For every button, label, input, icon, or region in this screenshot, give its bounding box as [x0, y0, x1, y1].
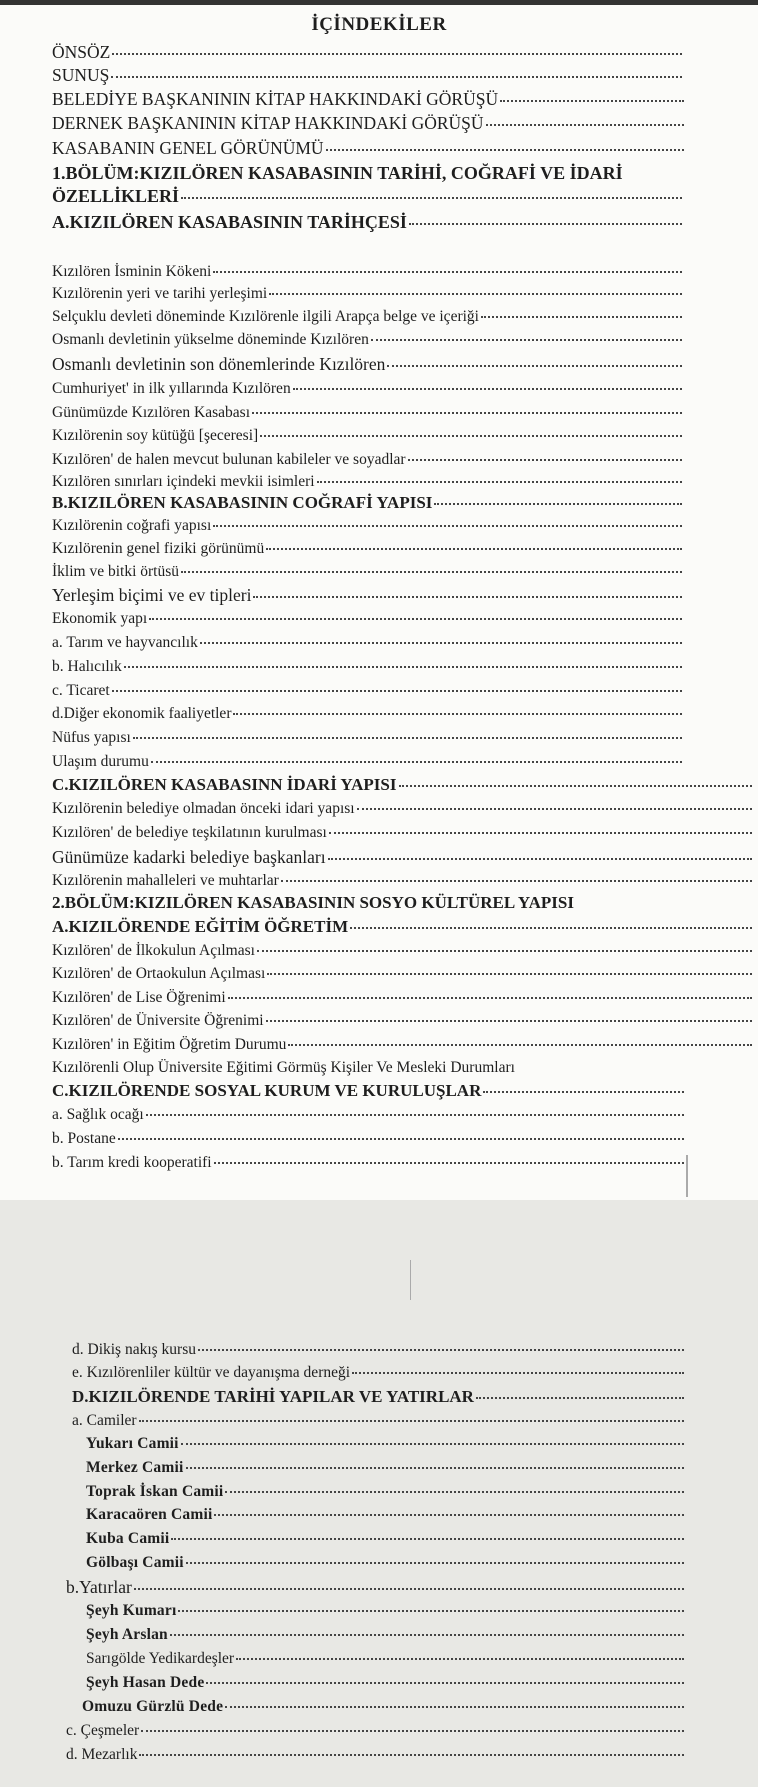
toc-entry: [52, 356, 682, 374]
toc-entry-title: Günümüze kadarki belediye başkanları: [52, 847, 326, 867]
toc-entry-title: a. Camiler: [72, 1412, 137, 1429]
toc-entry: [52, 309, 682, 325]
dot-leader: [233, 713, 682, 715]
toc-entry-title: Kızılörenin coğrafi yapısı: [52, 517, 212, 534]
toc-entry-title: SUNUŞ: [52, 65, 110, 85]
dot-leader: [225, 1491, 684, 1493]
toc-entry-title: Kızılören' de Lise Öğrenimi: [52, 989, 226, 1006]
toc-entry-title: Karacaören Camii: [86, 1506, 213, 1523]
toc-entry: [52, 187, 682, 205]
toc-entry-title: Yerleşim biçimi ve ev tipleri: [52, 585, 252, 605]
dot-leader: [225, 1706, 684, 1708]
toc-entry: [52, 1131, 684, 1147]
dot-leader: [257, 950, 752, 952]
dot-leader: [267, 973, 752, 975]
toc-entry: [52, 801, 752, 817]
dot-leader: [228, 997, 752, 999]
toc-entry: [86, 1507, 684, 1523]
toc-entry: [52, 849, 752, 867]
toc-entry-title: Kızılörenin genel fiziki görünümü: [52, 540, 265, 557]
dot-leader: [329, 832, 752, 834]
toc-entry-title: B.KIZILÖREN KASABASININ COĞRAFİ YAPISI: [52, 493, 433, 512]
dot-leader: [171, 1538, 684, 1540]
toc-entry-title: Omuzu Gürzlü Dede: [82, 1698, 224, 1715]
dot-leader: [124, 666, 682, 668]
dot-leader: [118, 1138, 684, 1140]
dot-leader: [112, 690, 682, 692]
toc-entry: [86, 1484, 684, 1500]
toc-entry-title: Ekonomik yapı: [52, 610, 148, 627]
dot-leader: [408, 459, 682, 461]
toc-entry-title: Kızılörenin belediye olmadan önceki idari yapısı: [52, 800, 355, 817]
toc-entry: [52, 659, 682, 675]
toc-entry-title: Kızılören' in Eğitim Öğretim Durumu: [52, 1036, 287, 1053]
dot-leader: [476, 1397, 684, 1399]
toc-entry-title: A.KIZILÖREN KASABASININ TARİHÇESİ: [52, 212, 407, 232]
dot-leader: [214, 1514, 684, 1516]
toc-entry-title: e. Kızılörenliler kültür ve dayanışma derneği: [72, 1364, 351, 1381]
toc-entry-title: A.KIZILÖRENDE EĞİTİM ÖĞRETİM: [52, 917, 349, 936]
toc-entry-title: Kızılören' de Ortaokulun Açılması: [52, 965, 266, 982]
toc-entry-title: a. Sağlık ocağı: [52, 1106, 144, 1123]
toc-entry-title: Kızılörenin soy kütüğü [şeceresi]: [52, 427, 259, 444]
toc-entry: [52, 452, 682, 468]
dot-leader: [387, 365, 682, 367]
toc-entry: [66, 1579, 684, 1597]
toc-entry: [86, 1531, 684, 1547]
toc-entry: [72, 1388, 684, 1405]
toc-entry-title: Osmanlı devletinin yükselme döneminde Kızılören: [52, 331, 369, 348]
dot-leader: [434, 503, 682, 505]
toc-entry: [52, 1155, 684, 1171]
toc-entry-title: Nüfus yapısı: [52, 729, 131, 746]
toc-entry: [52, 474, 682, 490]
toc-entry-title: c. Çeşmeler: [66, 1722, 140, 1739]
toc-entry: [86, 1436, 684, 1452]
dot-leader: [253, 596, 682, 598]
toc-entry: [52, 825, 752, 841]
toc-entry: [52, 518, 682, 534]
toc-entry-title: DERNEK BAŞKANININ KİTAP HAKKINDAKİ GÖRÜŞÜ: [52, 113, 484, 133]
toc-entry-title: a. Tarım ve hayvancılık: [52, 634, 198, 651]
toc-entry: [66, 1723, 684, 1739]
toc-entry-title: D.KIZILÖRENDE TARİHİ YAPILAR VE YATIRLAR: [72, 1387, 474, 1406]
toc-entry-title: ÖZELLİKLERİ: [52, 186, 180, 206]
toc-entry-title: d. Mezarlık: [66, 1746, 138, 1763]
toc-entry-title: Şeyh Hasan Dede: [86, 1674, 205, 1691]
toc-entry-title: Kızılörenli Olup Üniversite Eğitimi Görmüş Kişiler Ve Mesleki Durumları: [52, 1059, 515, 1076]
dot-leader: [281, 880, 752, 882]
dot-leader: [213, 271, 682, 273]
toc-entry: [52, 332, 682, 348]
dot-leader: [181, 197, 682, 199]
dot-leader: [288, 1044, 752, 1046]
toc-entry: [52, 140, 684, 158]
dot-leader: [371, 339, 682, 341]
scan-fold-mark: [410, 1260, 411, 1300]
toc-entry: [52, 730, 682, 746]
dot-leader: [112, 53, 682, 55]
dot-leader: [170, 1634, 684, 1636]
toc-entry: [52, 635, 682, 651]
toc-entry: [52, 943, 752, 959]
dot-leader: [133, 737, 682, 739]
toc-entry: [86, 1675, 684, 1691]
toc-entry: [52, 587, 682, 605]
toc-entry: [86, 1627, 684, 1643]
dot-leader: [236, 1658, 684, 1660]
toc-entry: [72, 1413, 684, 1429]
toc-entry: [52, 213, 682, 231]
toc-entry-title: d.Diğer ekonomik faaliyetler: [52, 705, 232, 722]
dot-leader: [149, 618, 682, 620]
toc-entry-title: Kızılören' de İlkokulun Açılması: [52, 942, 255, 959]
toc-entry-title: d. Dikiş nakış kursu: [72, 1341, 196, 1358]
toc-entry: [52, 405, 682, 421]
toc-entry-title: Şeyh Kumarı: [86, 1602, 177, 1619]
dot-leader: [328, 858, 752, 860]
toc-entry: [52, 990, 752, 1006]
dot-leader: [481, 316, 682, 318]
toc-entry-title: Kuba Camii: [86, 1530, 170, 1547]
toc-entry: [52, 541, 682, 557]
dot-leader: [293, 388, 682, 390]
toc-entry-title: C.KIZILÖREN KASABASINN İDARİ YAPISI: [52, 775, 397, 794]
toc-entry-title: Merkez Camii: [86, 1459, 184, 1476]
toc-entry: [86, 1460, 684, 1476]
toc-entry: [52, 164, 730, 182]
dot-leader: [483, 1091, 684, 1093]
toc-entry: [52, 966, 752, 982]
toc-entry: [82, 1699, 684, 1715]
toc-entry-title: b. Tarım kredi kooperatifi: [52, 1154, 212, 1171]
toc-entry: [52, 611, 682, 627]
toc-entry: [52, 1107, 684, 1123]
dot-leader: [266, 548, 682, 550]
dot-leader: [141, 1730, 684, 1732]
toc-entry-title: C.KIZILÖRENDE SOSYAL KURUM VE KURULUŞLAR: [52, 1081, 482, 1100]
toc-entry: [52, 918, 752, 935]
dot-leader: [269, 293, 682, 295]
dot-leader: [111, 76, 682, 78]
toc-entry: [52, 1013, 752, 1029]
dot-leader: [146, 1114, 684, 1116]
toc-entry-title: 1.BÖLÜM:KIZILÖREN KASABASININ TARİHİ, COĞRAFİ VE İDARİ: [52, 163, 623, 183]
toc-entry: [52, 115, 684, 133]
toc-entry: [52, 873, 752, 889]
toc-entry-title: c. Ticaret: [52, 682, 110, 699]
toc-entry: [52, 776, 752, 793]
dot-leader: [181, 571, 682, 573]
toc-entry: [52, 1082, 684, 1099]
dot-leader: [198, 1349, 684, 1351]
toc-entry: [52, 1037, 752, 1053]
toc-entry: [52, 286, 682, 302]
toc-entry: [52, 381, 682, 397]
dot-leader: [139, 1420, 684, 1422]
dot-leader: [186, 1562, 684, 1564]
toc-entry: [52, 67, 682, 85]
toc-entry-title: Kızılören' de belediye teşkilatının kurulması: [52, 824, 327, 841]
dot-leader: [350, 927, 752, 929]
dot-leader: [151, 761, 682, 763]
dot-leader: [186, 1467, 684, 1469]
toc-entry: [72, 1365, 684, 1381]
scan-top-edge: [0, 0, 758, 5]
toc-entry-title: b. Halıcılık: [52, 658, 122, 675]
toc-entry: [52, 264, 682, 280]
toc-entry-title: Selçuklu devleti döneminde Kızılörenle ilgili Arapça belge ve içeriği: [52, 308, 479, 325]
toc-entry: [86, 1603, 684, 1619]
toc-entry: [86, 1555, 684, 1571]
toc-entry: [52, 428, 682, 444]
dot-leader: [213, 525, 682, 527]
toc-entry: [52, 1060, 752, 1076]
toc-entry: [72, 1342, 684, 1358]
dot-leader: [409, 223, 682, 225]
toc-entry-title: KASABANIN GENEL GÖRÜNÜMÜ: [52, 138, 324, 158]
dot-leader: [399, 785, 753, 787]
dot-leader: [352, 1372, 684, 1374]
dot-leader: [252, 412, 682, 414]
toc-entry: [66, 1747, 684, 1763]
toc-entry-title: Sarıgölde Yedikardeşler: [86, 1650, 235, 1667]
dot-leader: [200, 642, 682, 644]
toc-entry: [52, 564, 682, 580]
toc-entry: [52, 894, 752, 911]
scan-fold-edge: [686, 1155, 688, 1197]
toc-entry-title: Ulaşım durumu: [52, 753, 149, 770]
dot-leader: [326, 149, 684, 151]
dot-leader: [181, 1443, 684, 1445]
dot-leader: [500, 100, 684, 102]
toc-entry-title: ÖNSÖZ: [52, 42, 111, 62]
toc-entry: [52, 683, 682, 699]
dot-leader: [266, 1020, 752, 1022]
dot-leader: [317, 481, 682, 483]
dot-leader: [357, 808, 752, 810]
page-title: İÇİNDEKİLER: [311, 14, 447, 35]
toc-entry: [86, 1651, 684, 1667]
toc-entry-title: Osmanlı devletinin son dönemlerinde Kızılören: [52, 354, 386, 374]
dot-leader: [178, 1610, 684, 1612]
toc-entry-title: Kızılören İsminin Kökeni: [52, 263, 212, 280]
toc-entry: [52, 706, 682, 722]
dot-leader: [260, 435, 682, 437]
toc-entry-title: Kızılören' de halen mevcut bulunan kabileler ve soyadlar: [52, 451, 406, 468]
toc-entry-title: Şeyh Arslan: [86, 1626, 168, 1643]
toc-entry: [52, 754, 682, 770]
toc-entry: [52, 44, 682, 62]
toc-entry-title: İklim ve bitki örtüsü: [52, 563, 180, 580]
toc-entry-title: Gölbaşı Camii: [86, 1554, 184, 1571]
toc-entry-title: Kızılörenin mahalleleri ve muhtarlar: [52, 872, 279, 889]
toc-entry-title: b.Yatırlar: [66, 1577, 132, 1597]
toc-entry-title: Toprak İskan Camii: [86, 1483, 224, 1500]
dot-leader: [139, 1754, 684, 1756]
toc-entry: [52, 494, 682, 511]
dot-leader: [134, 1588, 684, 1590]
dot-leader: [214, 1162, 684, 1164]
toc-entry-title: Günümüzde Kızılören Kasabası: [52, 404, 250, 421]
toc-entry-title: Kızılören sınırları içindeki mevkii isimleri: [52, 473, 315, 490]
dot-leader: [206, 1682, 684, 1684]
toc-entry: [52, 91, 684, 109]
toc-entry-title: Cumhuriyet' in ilk yıllarında Kızılören: [52, 380, 291, 397]
toc-entry-title: BELEDİYE BAŞKANININ KİTAP HAKKINDAKİ GÖRÜŞÜ: [52, 89, 499, 109]
toc-entry-title: Kızılörenin yeri ve tarihi yerleşimi: [52, 285, 268, 302]
toc-entry-title: Yukarı Camii: [86, 1435, 179, 1452]
toc-entry-title: b. Postane: [52, 1130, 116, 1147]
toc-entry-title: 2.BÖLÜM:KIZILÖREN KASABASININ SOSYO KÜLTÜREL YAPISI: [52, 893, 574, 912]
dot-leader: [486, 124, 684, 126]
toc-entry-title: Kızılören' de Üniversite Öğrenimi: [52, 1012, 264, 1029]
